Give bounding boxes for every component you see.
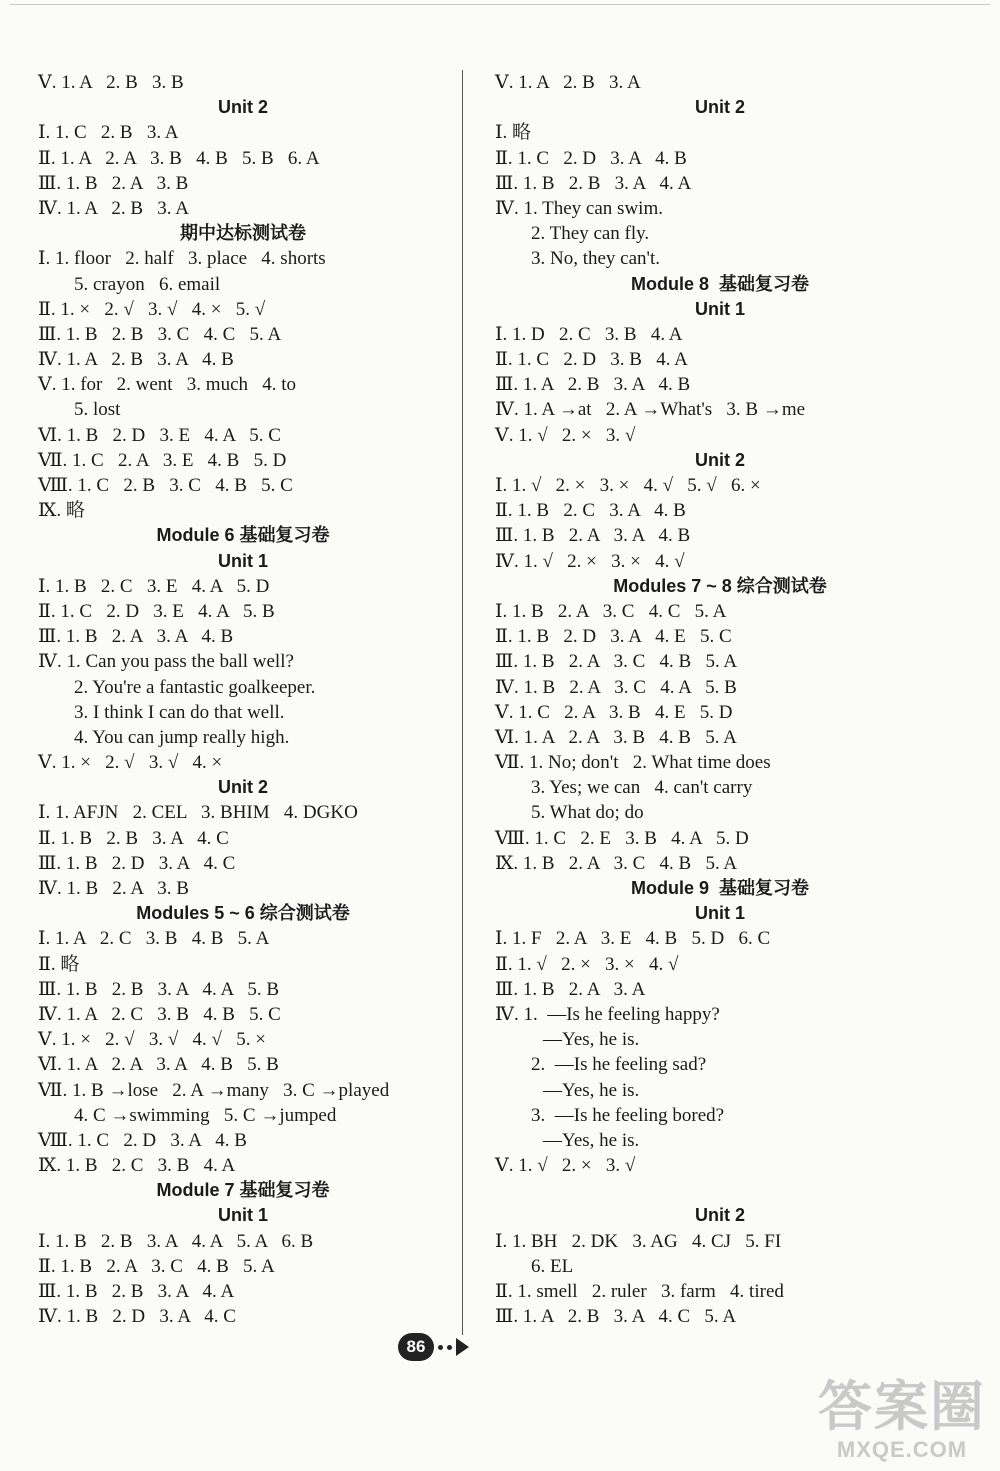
section-heading: Unit 2 — [694, 1205, 745, 1226]
answer-line: Ⅳ. 1. B 2. D 3. A 4. C — [38, 1306, 236, 1328]
answer-line: Ⅷ. 1. C 2. E 3. B 4. A 5. D — [495, 827, 749, 849]
answer-line: Ⅰ. 1. F 2. A 3. E 4. B 5. D 6. C — [495, 928, 771, 950]
answer-line: 4. You can jump really high. — [74, 726, 290, 748]
section-heading: Unit 1 — [217, 1205, 268, 1226]
right-answer-column — [495, 70, 945, 1329]
answer-line: 6. EL — [531, 1255, 574, 1277]
answer-line: Ⅰ. 1. floor 2. half 3. place 4. shorts — [38, 248, 326, 270]
answer-line: Ⅱ. 1. C 2. D 3. A 4. B — [495, 147, 687, 169]
answer-line: —Yes, he is. — [543, 1079, 640, 1101]
answer-line: Ⅳ. 1. A 2. C 3. B 4. B 5. C — [38, 1003, 281, 1025]
answer-line: 5. crayon 6. email — [74, 273, 221, 295]
answer-line: Ⅱ. 1. × 2. √ 3. √ 4. × 5. √ — [38, 298, 266, 320]
page-number: 86 — [398, 1333, 434, 1361]
answer-line: Ⅸ. 1. B 2. A 3. C 4. B 5. A — [495, 852, 738, 874]
arrow-right-icon — [456, 1338, 469, 1356]
answer-line: Ⅲ. 1. B 2. B 3. A 4. A — [495, 172, 692, 194]
section-heading: Unit 1 — [217, 550, 268, 571]
answer-line: Ⅴ. 1. × 2. √ 3. √ 4. × — [38, 752, 223, 774]
answer-line: —Yes, he is. — [543, 1029, 640, 1051]
section-heading: Unit 2 — [694, 449, 745, 470]
answer-line: Ⅴ. 1. for 2. went 3. much 4. to — [38, 374, 297, 396]
answer-line: Ⅳ. 1. Can you pass the ball well? — [38, 651, 294, 673]
left-answer-column — [38, 70, 448, 1329]
answer-line: Ⅳ. 1. B 2. A 3. B — [38, 878, 189, 899]
answer-line: Ⅱ. 1. B 2. D 3. A 4. E 5. C — [495, 626, 732, 648]
answer-line: Ⅳ. 1. A 2. B 3. A 4. B — [38, 349, 234, 371]
answer-line: Ⅷ. 1. C 2. B 3. C 4. B 5. C — [38, 475, 293, 496]
section-heading: Module 8 基础复习卷 — [630, 273, 809, 294]
section-heading: Module 7 基础复习卷 — [156, 1180, 330, 1201]
answer-line: Ⅰ. 1. B 2. A 3. C 4. C 5. A — [495, 600, 727, 622]
answer-line: Ⅴ. 1. √ 2. × 3. √ — [495, 424, 636, 446]
answer-line: Ⅰ. 略 — [495, 122, 532, 144]
answer-line: Ⅱ. 1. B 2. B 3. A 4. C — [38, 827, 229, 849]
section-heading: Module 9 基础复习卷 — [630, 878, 809, 898]
answer-line: Ⅱ. 1. B 2. A 3. C 4. B 5. A — [38, 1255, 275, 1277]
answer-line: 3. No, they can't. — [531, 248, 661, 270]
answer-line: Ⅰ. 1. D 2. C 3. B 4. A — [495, 323, 683, 345]
section-heading: 期中达标测试卷 — [180, 223, 306, 244]
answer-line: Ⅱ. 1. √ 2. × 3. × 4. √ — [495, 953, 679, 975]
answer-line: Ⅰ. 1. C 2. B 3. A — [38, 122, 179, 144]
answer-line: Ⅸ. 略 — [38, 500, 85, 522]
answer-line: Ⅲ. 1. A 2. B 3. A 4. B — [495, 374, 691, 396]
answer-line: Ⅴ. 1. A 2. B 3. A — [495, 72, 641, 93]
answer-line: Ⅳ. 1. B 2. A 3. C 4. A 5. B — [495, 676, 737, 698]
answer-line: Ⅴ. 1. C 2. A 3. B 4. E 5. D — [495, 701, 733, 723]
answer-line: Ⅰ. 1. B 2. C 3. E 4. A 5. D — [38, 575, 270, 597]
watermark-url: MXQE.COM — [836, 1437, 968, 1462]
dot-icon — [447, 1345, 452, 1350]
answer-line: Ⅲ. 1. B 2. A 3. A 4. B — [38, 626, 234, 648]
answer-line: Ⅰ. 1. √ 2. × 3. × 4. √ 5. √ 6. × — [495, 475, 761, 496]
answer-line: 3. Yes; we can 4. can't carry — [531, 777, 753, 799]
section-heading: Modules 5 ~ 6 综合测试卷 — [136, 903, 350, 924]
answer-line: Ⅴ. 1. × 2. √ 3. √ 4. √ 5. × — [38, 1029, 266, 1051]
answer-line: Ⅰ. 1. AFJN 2. CEL 3. BHIM 4. DGKO — [38, 802, 358, 824]
answer-line: 5. lost — [74, 399, 121, 421]
column-divider — [462, 70, 463, 1335]
section-heading: Module 6 基础复习卷 — [156, 525, 330, 546]
answer-line: Ⅰ. 1. A 2. C 3. B 4. B 5. A — [38, 928, 270, 950]
page-number-badge — [398, 1333, 469, 1361]
answer-line: Ⅵ. 1. A 2. A 3. B 4. B 5. A — [495, 726, 737, 748]
answer-line: Ⅲ. 1. B 2. A 3. C 4. B 5. A — [495, 651, 738, 673]
watermark — [818, 1377, 986, 1463]
answer-line: Ⅱ. 1. C 2. D 3. E 4. A 5. B — [38, 600, 275, 622]
answer-line: 3. I think I can do that well. — [74, 701, 285, 723]
answer-line: Ⅲ. 1. B 2. D 3. A 4. C — [38, 852, 236, 874]
answer-line: Ⅱ. 略 — [38, 953, 80, 975]
watermark-logo: 答案圈 — [818, 1377, 986, 1437]
answer-line: 2. You're a fantastic goalkeeper. — [74, 676, 316, 698]
answer-line: —Yes, he is. — [543, 1129, 640, 1151]
section-heading: Unit 1 — [694, 298, 745, 319]
answer-line: Ⅶ. 1. B →lose 2. A →many 3. C →played — [38, 1079, 390, 1101]
answer-line: 2. —Is he feeling sad? — [531, 1054, 707, 1076]
answer-line: 2. They can fly. — [531, 223, 650, 245]
answer-line: Ⅴ. 1. √ 2. × 3. √ — [495, 1155, 636, 1177]
answer-line: Ⅲ. 1. B 2. A 3. A — [495, 978, 646, 1000]
answer-line: Ⅲ. 1. A 2. B 3. A 4. C 5. A — [495, 1306, 737, 1328]
section-heading: Unit 2 — [217, 97, 268, 118]
answer-line: Ⅳ. 1. —Is he feeling happy? — [495, 1003, 720, 1025]
dot-icon — [438, 1345, 443, 1350]
answer-line: Ⅲ. 1. B 2. B 3. A 4. A — [38, 1281, 235, 1302]
answer-line: Ⅲ. 1. B 2. B 3. A 4. A 5. B — [38, 978, 280, 1000]
answer-line: Ⅱ. 1. A 2. A 3. B 4. B 5. B 6. A — [38, 147, 320, 169]
answer-line: Ⅶ. 1. No; don't 2. What time does — [495, 752, 771, 774]
answer-line: Ⅵ. 1. A 2. A 3. A 4. B 5. B — [38, 1054, 279, 1076]
answer-line: 3. —Is he feeling bored? — [531, 1104, 725, 1126]
answer-line: Ⅰ. 1. B 2. B 3. A 4. A 5. A 6. B — [38, 1230, 314, 1252]
answer-line: Ⅷ. 1. C 2. D 3. A 4. B — [38, 1129, 247, 1151]
answer-line: Ⅶ. 1. C 2. A 3. E 4. B 5. D — [38, 449, 287, 471]
answer-line: Ⅱ. 1. B 2. C 3. A 4. B — [495, 500, 686, 522]
section-heading: Modules 7 ~ 8 综合测试卷 — [613, 575, 827, 596]
answer-line: Ⅳ. 1. They can swim. — [495, 197, 663, 219]
answer-line: Ⅲ. 1. B 2. A 3. A 4. B — [495, 525, 691, 547]
answer-line: 4. C →swimming 5. C →jumped — [74, 1104, 337, 1126]
answer-line: Ⅵ. 1. B 2. D 3. E 4. A 5. C — [38, 424, 281, 446]
answer-line: Ⅴ. 1. A 2. B 3. B — [38, 72, 184, 93]
answer-line: Ⅰ. 1. BH 2. DK 3. AG 4. CJ 5. FI — [495, 1230, 782, 1252]
section-heading: Unit 1 — [694, 903, 745, 924]
section-heading: Unit 2 — [217, 777, 268, 798]
answer-line: Ⅲ. 1. B 2. A 3. B — [38, 172, 189, 194]
section-heading: Unit 2 — [694, 97, 745, 118]
answer-line: 5. What do; do — [531, 802, 644, 824]
answer-line: Ⅲ. 1. B 2. B 3. C 4. C 5. A — [38, 323, 282, 345]
answer-line: Ⅳ. 1. A 2. B 3. A — [38, 197, 189, 219]
answer-line: Ⅱ. 1. smell 2. ruler 3. farm 4. tired — [495, 1281, 784, 1302]
answer-line — [495, 1178, 945, 1203]
answer-line: Ⅳ. 1. A →at 2. A →What's 3. B →me — [495, 399, 806, 421]
answer-line: Ⅱ. 1. C 2. D 3. B 4. A — [495, 349, 688, 371]
top-rule — [10, 4, 990, 5]
answer-line: Ⅸ. 1. B 2. C 3. B 4. A — [38, 1155, 236, 1177]
answer-line: Ⅳ. 1. √ 2. × 3. × 4. √ — [495, 550, 685, 572]
